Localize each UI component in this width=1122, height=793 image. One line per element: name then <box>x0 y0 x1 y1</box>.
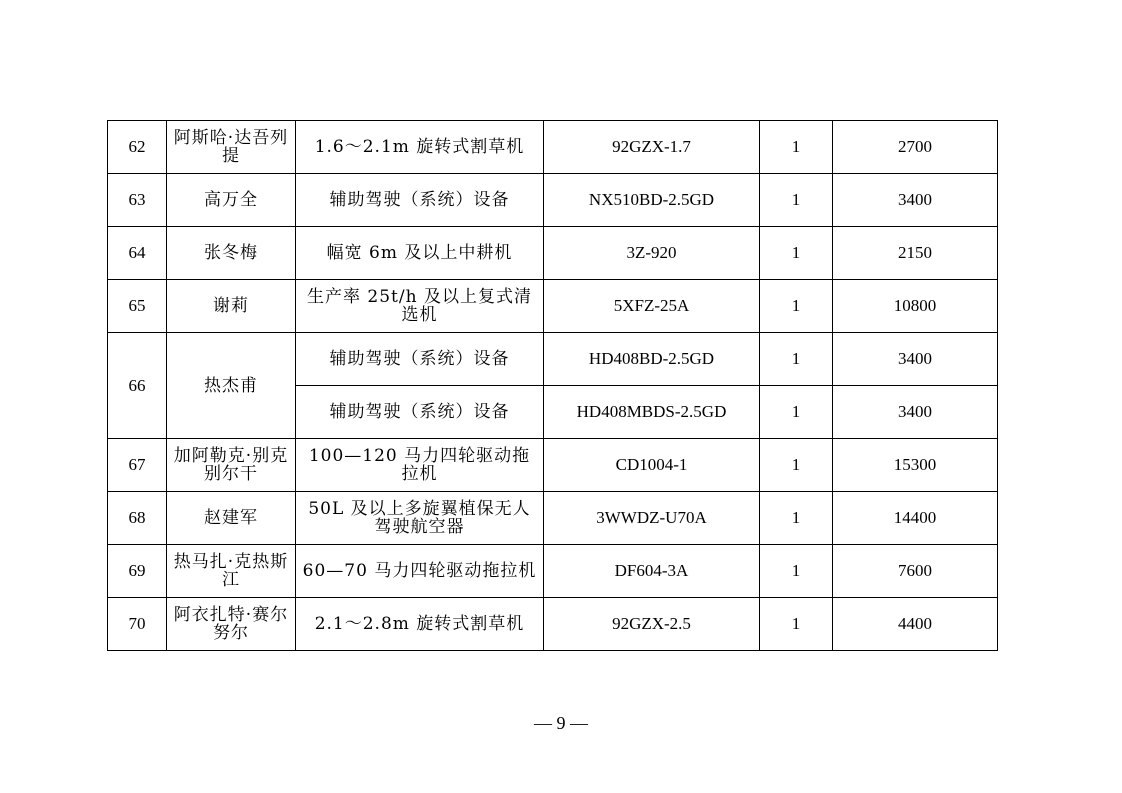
cell-quantity: 1 <box>760 280 833 333</box>
table-row <box>108 545 998 598</box>
table-row <box>108 121 998 174</box>
cell-quantity: 1 <box>760 545 833 598</box>
cell-subsidy: 3400 <box>833 174 998 227</box>
cell-machine-item: 50L 及以上多旋翼植保无人驾驶航空器 <box>296 492 544 545</box>
cell-quantity: 1 <box>760 174 833 227</box>
table-row <box>108 333 998 386</box>
cell-name: 加阿勒克·别克别尔干 <box>167 439 296 492</box>
cell-model: HD408BD-2.5GD <box>544 333 760 386</box>
cell-number: 67 <box>108 439 167 492</box>
cell-name: 张冬梅 <box>167 227 296 280</box>
cell-number: 66 <box>108 333 167 439</box>
cell-number: 65 <box>108 280 167 333</box>
cell-subsidy: 15300 <box>833 439 998 492</box>
cell-machine-item: 60—70 马力四轮驱动拖拉机 <box>296 545 544 598</box>
table-row <box>108 598 998 651</box>
table-body <box>108 121 998 651</box>
table-row <box>108 439 998 492</box>
cell-machine-item: 2.1～2.8m 旋转式割草机 <box>296 598 544 651</box>
cell-subsidy: 7600 <box>833 545 998 598</box>
cell-number: 68 <box>108 492 167 545</box>
cell-model: 92GZX-1.7 <box>544 121 760 174</box>
cell-model: CD1004-1 <box>544 439 760 492</box>
cell-subsidy: 3400 <box>833 333 998 386</box>
cell-machine-item: 辅助驾驶（系统）设备 <box>296 386 544 439</box>
cell-number: 64 <box>108 227 167 280</box>
cell-model: 5XFZ-25A <box>544 280 760 333</box>
cell-quantity: 1 <box>760 333 833 386</box>
cell-quantity: 1 <box>760 439 833 492</box>
cell-name: 热杰甫 <box>167 333 296 439</box>
cell-subsidy: 2150 <box>833 227 998 280</box>
cell-quantity: 1 <box>760 386 833 439</box>
cell-number: 62 <box>108 121 167 174</box>
cell-name: 赵建军 <box>167 492 296 545</box>
cell-number: 69 <box>108 545 167 598</box>
cell-machine-item: 幅宽 6m 及以上中耕机 <box>296 227 544 280</box>
cell-quantity: 1 <box>760 121 833 174</box>
cell-model: 92GZX-2.5 <box>544 598 760 651</box>
cell-name: 谢莉 <box>167 280 296 333</box>
cell-name: 阿衣扎特·赛尔努尔 <box>167 598 296 651</box>
table-row <box>108 492 998 545</box>
cell-machine-item: 生产率 25t/h 及以上复式清选机 <box>296 280 544 333</box>
cell-machine-item: 100—120 马力四轮驱动拖拉机 <box>296 439 544 492</box>
cell-machine-item: 辅助驾驶（系统）设备 <box>296 333 544 386</box>
cell-name: 热马扎·克热斯江 <box>167 545 296 598</box>
table-row <box>108 174 998 227</box>
cell-model: 3Z-920 <box>544 227 760 280</box>
cell-number: 63 <box>108 174 167 227</box>
cell-number: 70 <box>108 598 167 651</box>
cell-model: NX510BD-2.5GD <box>544 174 760 227</box>
cell-subsidy: 2700 <box>833 121 998 174</box>
cell-subsidy: 4400 <box>833 598 998 651</box>
cell-subsidy: 3400 <box>833 386 998 439</box>
cell-model: DF604-3A <box>544 545 760 598</box>
cell-quantity: 1 <box>760 227 833 280</box>
cell-quantity: 1 <box>760 492 833 545</box>
cell-model: HD408MBDS-2.5GD <box>544 386 760 439</box>
cell-model: 3WWDZ-U70A <box>544 492 760 545</box>
cell-machine-item: 辅助驾驶（系统）设备 <box>296 174 544 227</box>
page-number: — 9 — <box>534 713 588 733</box>
cell-machine-item: 1.6～2.1m 旋转式割草机 <box>296 121 544 174</box>
table-row <box>108 280 998 333</box>
machinery-subsidy-table <box>107 120 998 651</box>
cell-name: 阿斯哈·达吾列提 <box>167 121 296 174</box>
cell-quantity: 1 <box>760 598 833 651</box>
table-row <box>108 227 998 280</box>
cell-subsidy: 10800 <box>833 280 998 333</box>
cell-subsidy: 14400 <box>833 492 998 545</box>
cell-name: 高万全 <box>167 174 296 227</box>
